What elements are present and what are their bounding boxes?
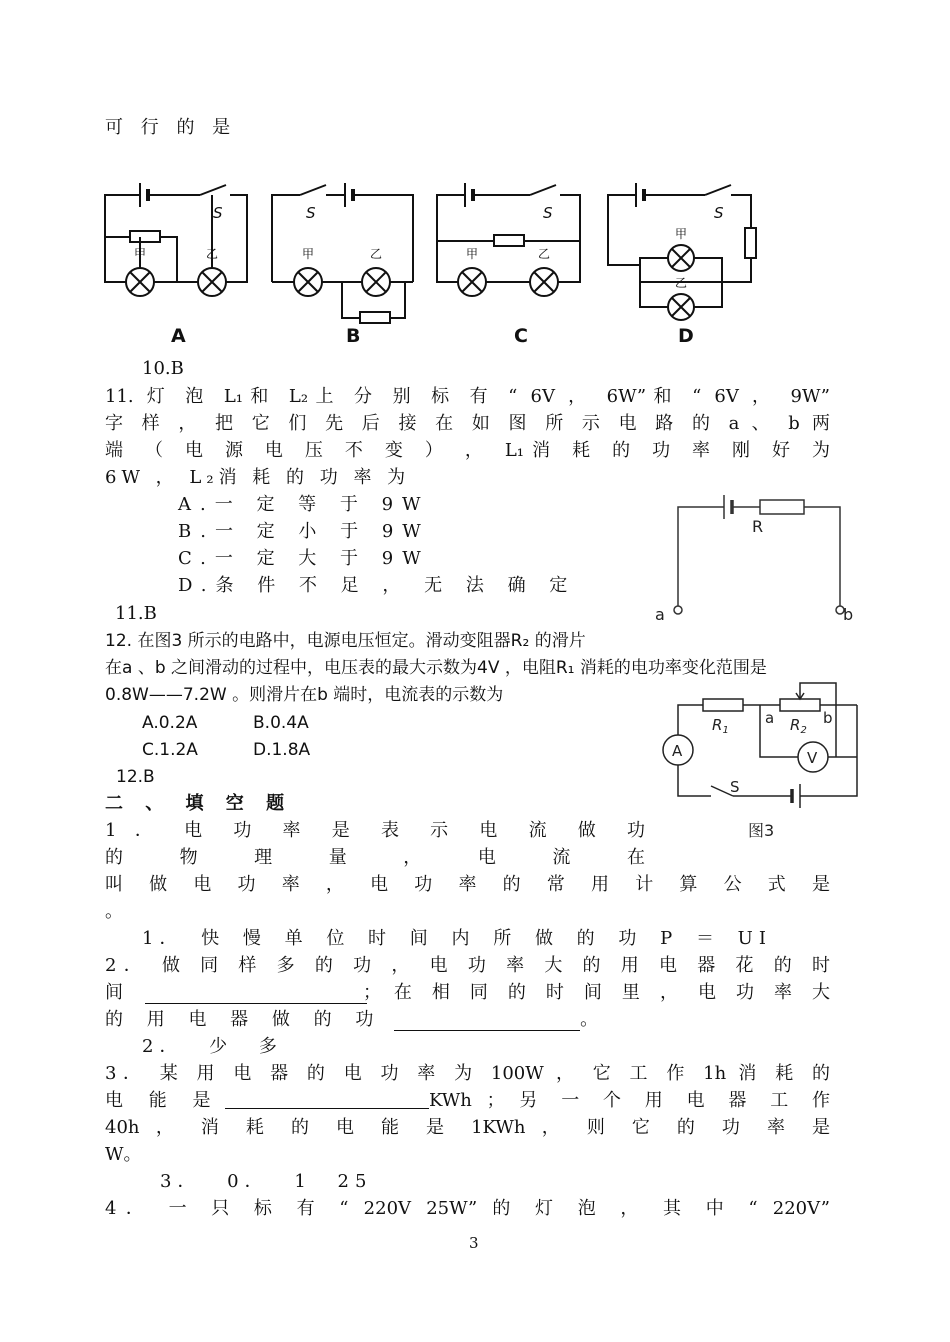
q12-option-b: B.0.4A [253,713,309,733]
f2-blank-2[interactable] [394,1012,580,1031]
voltmeter-label: V [807,749,818,767]
q11-option-a: A.一 定 等 于 9W [178,494,430,515]
lamp-jia-label-b: 甲 [302,247,315,261]
q12-answer: 12.B [116,767,155,787]
q11-answer: 11.B [115,603,157,624]
f3-line2-end: KWh ； 另 一 个 用 电 器 工 作 [429,1090,830,1111]
terminal-a-label: a [655,605,665,624]
f2-line1: 2． 做 同 样 多 的 功 ， 电 功 率 大 的 用 电 器 花 的 时 [105,955,830,976]
circuit-label-b: B [346,325,361,347]
switch-s-label: S [730,778,740,796]
f1-line1: 1 ． 电 功 率 是 表 示 电 流 做 功 [105,820,645,841]
terminal-b-label: b [843,605,854,624]
q12-option-c: C.1.2A [142,740,198,760]
f2-answer: 2． 少 多 [142,1036,283,1057]
lamp-jia-label-a: 甲 [134,247,147,261]
q11-option-b: B.一 定 小 于 9W [178,521,430,542]
q12-option-d: D.1.8A [253,740,311,760]
f1-line2: 的 物 理 量 ， 电 流 在 [105,847,645,868]
f2-line2 [105,982,830,1004]
switch-label-c: S [543,204,553,222]
lamp-yi-label-a: 乙 [206,247,219,261]
f2-line3-end: 。 [580,1009,599,1030]
section-title: 二 、 填 空 题 [105,793,293,814]
circuit-label-d: D [678,325,694,347]
q11-option-d: D.条 件 不 足 ， 无 法 确 定 [178,575,577,596]
f3-line2-start: 电 能 是 [105,1090,221,1111]
circuit-label-c: C [514,325,528,347]
q12-option-a: A.0.2A [142,713,198,733]
lamp-yi-label-d: 乙 [675,276,688,290]
f4-line1: 4． 一 只 标 有 “ 220V 25W” 的 灯 泡 ， 其 中 “ 220V” [105,1198,830,1219]
q11-option-c: C.一 定 大 于 9W [178,548,430,569]
intro-line: 可 行 的 是 [105,117,237,138]
q10-answer: 10.B [142,358,184,379]
r1-label: $R_1$ [712,716,729,736]
ammeter-label: A [672,742,683,760]
r2-label: $R_2$ [790,716,807,736]
f2-line3-start: 的 用 电 器 做 的 功 [105,1009,383,1030]
f3-line2 [105,1090,830,1112]
q11-line4: 6W ， L₂消 耗 的 功 率 为 [105,467,411,488]
slider-b-label: b [823,709,833,727]
f2-blank-1[interactable] [145,985,367,1004]
q12-line1: 12. 在图3 所示的电路中，电源电压恒定。滑动变阻器R₂ 的滑片 [105,631,586,651]
f3-line3: 40h ， 消 耗 的 电 能 是 1KWh ， 则 它 的 功 率 是 [105,1117,830,1138]
slider-a-label: a [765,709,775,727]
lamp-yi-label-c: 乙 [538,247,551,261]
q11-line2: 字 样 ， 把 它 们 先 后 接 在 如 图 所 示 电 路 的 a 、 b 两 [105,413,830,434]
f2-line3 [105,1009,598,1031]
f1-line4: 。 [105,901,123,922]
q12-line3: 0.8W——7.2W 。则滑片在b 端时，电流表的示数为 [105,685,504,705]
lamp-jia-label-d: 甲 [675,227,688,241]
lamp-jia-label-c: 甲 [466,247,479,261]
q11-line1: 11. 灯 泡 L₁和 L₂上 分 别 标 有 “ 6V ， 6W”和 “ 6V ， 9W” [105,386,830,407]
f3-answer: 3． 0． 1 25 [160,1171,373,1192]
f2-line2-start: 间 [105,982,123,1003]
switch-label-a: S [213,204,223,222]
f2-line2-end: ； 在 相 同 的 时 间 里 ， 电 功 率 大 [363,982,830,1003]
f3-line1: 3． 某 用 电 器 的 电 功 率 为 100W ， 它 工 作 1h 消 耗 的 [105,1063,830,1084]
switch-label-b: S [306,204,316,222]
resistor-r-label: R [752,517,764,536]
page-number: 3 [469,1234,479,1252]
figure-3-label: 图3 [748,821,775,840]
q12-line2: 在a 、b 之间滑动的过程中，电压表的最大示数为4V ，电阻R₁ 消耗的电功率变化范围是 [105,658,767,678]
f1-line3: 叫 做 电 功 率 ， 电 功 率 的 常 用 计 算 公 式 是 [105,874,830,895]
lamp-yi-label-b: 乙 [370,247,383,261]
f1-answer: 1． 快 慢 单 位 时 间 内 所 做 的 功 P ＝ UI [142,928,772,949]
switch-label-d: S [714,204,724,222]
f3-blank-1[interactable] [225,1090,429,1109]
f3-line4: W。 [105,1144,142,1165]
q11-line3: 端 （ 电 源 电 压 不 变 ） ， L₁消 耗 的 功 率 刚 好 为 [105,440,830,461]
circuit-label-a: A [171,325,186,347]
